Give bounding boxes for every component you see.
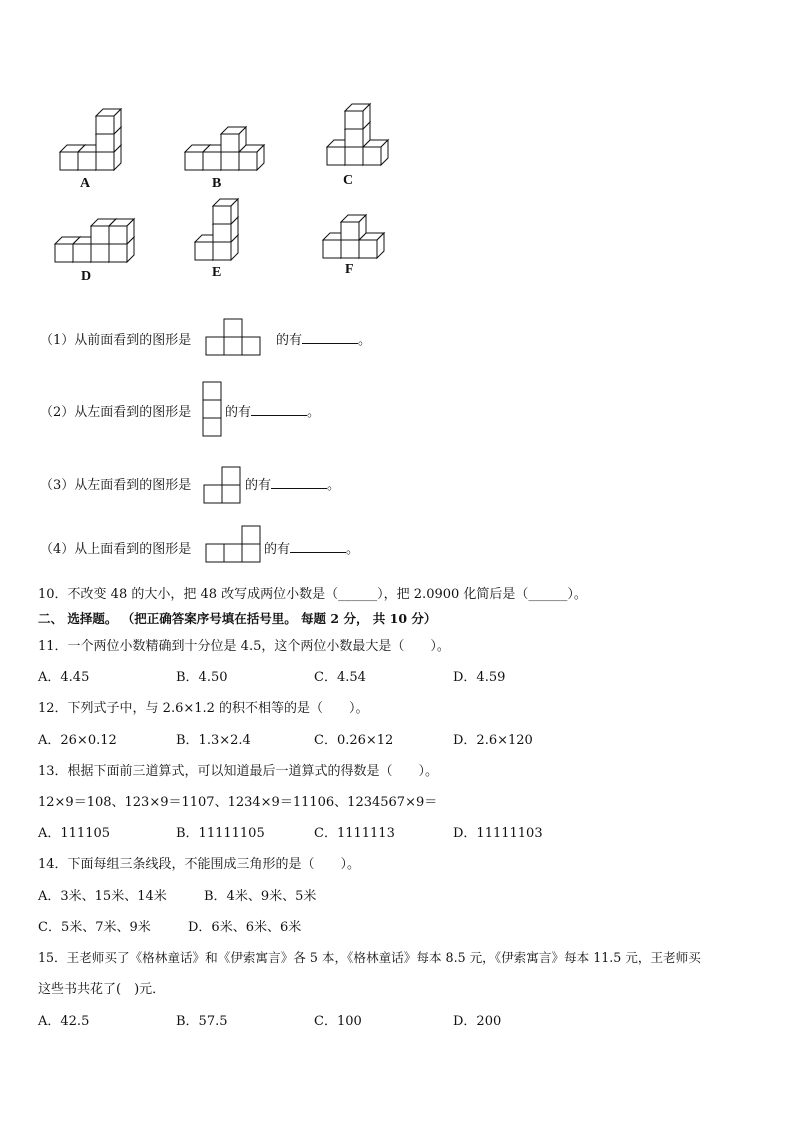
- figure-label-e: E: [212, 265, 222, 280]
- question-15-option-d[interactable]: D．200: [453, 1014, 502, 1029]
- figure-f-cube-3: [341, 215, 366, 240]
- cube-figures: [0, 0, 794, 300]
- question-14-option-a[interactable]: A．3米、15米、14米: [38, 889, 167, 904]
- answer-blank-2[interactable]: [251, 403, 307, 416]
- question-12-stem: 12．下列式子中，与 2.6×1.2 的积不相等的是（ ）。: [38, 701, 369, 716]
- question-12-option-a[interactable]: A．26×0.12: [38, 733, 117, 748]
- view-shape-2: [202, 381, 226, 441]
- figure-label-f: F: [345, 262, 354, 277]
- question-11-option-a[interactable]: A．4.45: [38, 670, 90, 685]
- question-15-option-c[interactable]: C．100: [314, 1014, 362, 1029]
- question-13-equations: 12×9＝108、123×9＝1107、1234×9＝11106、1234567×9＝: [38, 795, 438, 810]
- sub-question-3: [40, 474, 191, 493]
- question-14-option-d[interactable]: D．6米、6米、6米: [188, 920, 302, 935]
- answer-blank-3[interactable]: [271, 476, 327, 489]
- figure-e-cube-3: [213, 199, 238, 224]
- question-11-option-d[interactable]: D．4.59: [453, 670, 506, 685]
- sub-question-2-prefix: （2）从左面看到的图形是: [40, 405, 192, 420]
- section-2-header: 二、 选择题。 （把正确答案序号填在括号里。 每题 2 分， 共 10 分）: [38, 611, 437, 626]
- sub-question-3-end: 。: [327, 478, 341, 493]
- figure-c-cube-4: [345, 104, 370, 129]
- figure-label-a: A: [80, 176, 91, 191]
- question-13-option-c[interactable]: C．1111113: [314, 826, 395, 841]
- sub-question-2: [40, 401, 191, 420]
- sub-question-4-tail: [264, 538, 359, 557]
- question-15-stem-continued: 这些书共花了( )元．: [38, 982, 166, 997]
- question-12-option-b[interactable]: B．1.3×2.4: [176, 733, 251, 748]
- sub-question-1-suffix: 的有: [276, 333, 303, 348]
- question-12-option-d[interactable]: D．2.6×120: [453, 733, 533, 748]
- sub-question-2-tail: [225, 401, 320, 420]
- figure-b-cube-4: [221, 127, 246, 152]
- figure-label-c: C: [343, 173, 354, 188]
- question-15-option-a[interactable]: A．42.5: [38, 1014, 90, 1029]
- sub-question-1-end: 。: [358, 333, 372, 348]
- figure-d-cube-5: [109, 219, 134, 244]
- figure-a-cube-4: [96, 109, 121, 134]
- answer-blank-1[interactable]: [302, 331, 358, 344]
- question-13-option-d[interactable]: D．11111103: [453, 826, 543, 841]
- sub-question-4-suffix: 的有: [264, 542, 291, 557]
- sub-question-3-tail: [245, 474, 340, 493]
- sub-question-4-end: 。: [346, 542, 360, 557]
- view-shape-4: [204, 525, 268, 565]
- sub-question-1-tail: [276, 329, 371, 348]
- sub-question-3-prefix: （3）从左面看到的图形是: [40, 478, 192, 493]
- answer-blank-4[interactable]: [290, 540, 346, 553]
- question-10: 10．不改变 48 的大小，把 48 改写成两位小数是（______），把 2.0900 化简后是（______）。: [38, 587, 587, 602]
- question-13-option-b[interactable]: B．11111105: [176, 826, 265, 841]
- question-15-stem: 15．王老师买了《格林童话》和《伊索寓言》各 5 本，《格林童话》每本 8.5 元，《伊索寓言》每本 11.5 元，王老师买: [38, 950, 701, 965]
- question-11-option-b[interactable]: B．4.50: [176, 670, 228, 685]
- question-11-option-c[interactable]: C．4.54: [314, 670, 366, 685]
- sub-question-2-end: 。: [307, 405, 321, 420]
- view-shape-3: [203, 466, 247, 506]
- sub-question-4: [40, 538, 191, 557]
- sub-question-4-prefix: （4）从上面看到的图形是: [40, 542, 192, 557]
- sub-question-1: [40, 329, 191, 348]
- question-13-stem: 13．根据下面前三道算式，可以知道最后一道算式的得数是（ ）。: [38, 764, 439, 779]
- sub-question-2-suffix: 的有: [225, 405, 252, 420]
- question-11-stem: 11．一个两位小数精确到十分位是 4.5，这个两位小数最大是（ ）。: [38, 639, 450, 654]
- figure-label-d: D: [81, 269, 92, 284]
- sub-question-1-prefix: （1）从前面看到的图形是: [40, 333, 192, 348]
- question-12-option-c[interactable]: C．0.26×12: [314, 733, 394, 748]
- sub-question-3-suffix: 的有: [245, 478, 272, 493]
- question-14-option-c[interactable]: C．5米、7米、9米: [38, 920, 151, 935]
- question-15-option-b[interactable]: B．57.5: [176, 1014, 228, 1029]
- view-shape-1: [206, 318, 266, 358]
- question-14-option-b[interactable]: B．4米、9米、5米: [204, 889, 317, 904]
- question-14-stem: 14．下面每组三条线段，不能围成三角形的是（ ）。: [38, 857, 361, 872]
- question-13-option-a[interactable]: A．111105: [38, 826, 111, 841]
- figure-label-b: B: [212, 176, 222, 191]
